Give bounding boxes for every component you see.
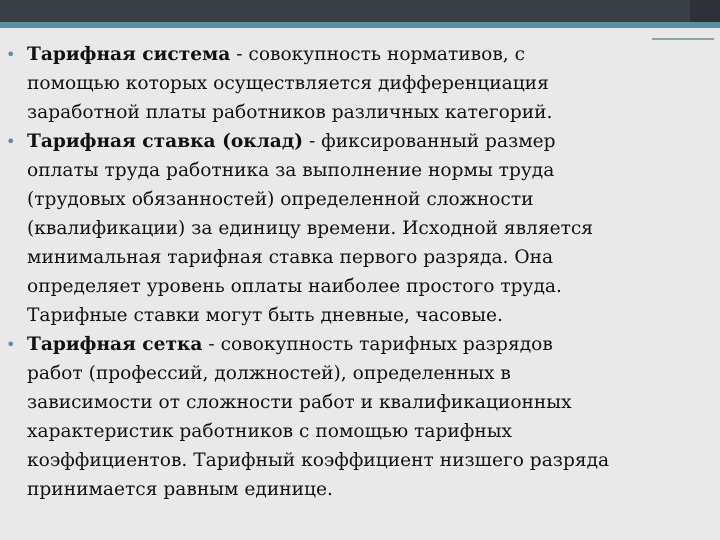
top-bar bbox=[0, 0, 720, 22]
item-line: помощью которых осуществляется дифференциация bbox=[27, 73, 549, 94]
item-line: определяет уровень оплаты наиболее простого труда. bbox=[27, 276, 562, 297]
bullet-icon: • bbox=[6, 45, 16, 64]
list-item bbox=[0, 40, 712, 127]
item-line: работ (профессий, должностей), определенных в bbox=[27, 363, 511, 384]
item-line: характеристик работников с помощью тарифных bbox=[27, 421, 513, 442]
item-line: минимальная тарифная ставка первого разряда. Она bbox=[27, 247, 554, 268]
item-line: (трудовых обязанностей) определенной сложности bbox=[27, 189, 534, 210]
item-line: коэффициентов. Тарифный коэффициент низшего разряда bbox=[27, 450, 610, 471]
item-term: Тарифная система bbox=[27, 44, 231, 65]
item-line: (квалификации) за единицу времени. Исходной является bbox=[27, 218, 594, 239]
item-text: - совокупность тарифных разрядов bbox=[202, 334, 553, 355]
slide-content bbox=[0, 40, 712, 504]
item-line bbox=[27, 40, 712, 69]
item-line: оплаты труда работника за выполнение нормы труда bbox=[27, 160, 555, 181]
item-line: принимается равным единице. bbox=[27, 479, 333, 500]
item-text: - фиксированный размер bbox=[303, 131, 556, 152]
accent-line bbox=[0, 22, 720, 28]
item-line bbox=[27, 127, 712, 156]
list-item bbox=[0, 330, 712, 504]
top-bar-corner bbox=[690, 0, 720, 22]
item-line: зависимости от сложности работ и квалификационных bbox=[27, 392, 572, 413]
item-term: Тарифная ставка (оклад) bbox=[27, 131, 304, 152]
item-line: Тарифные ставки могут быть дневные, часовые. bbox=[27, 305, 503, 326]
item-text: - совокупность нормативов, с bbox=[230, 44, 526, 65]
item-line: заработной платы работников различных категорий. bbox=[27, 102, 553, 123]
list-item bbox=[0, 127, 712, 330]
item-term: Тарифная сетка bbox=[27, 334, 203, 355]
bullet-icon: • bbox=[6, 132, 16, 151]
bullet-icon: • bbox=[6, 335, 16, 354]
item-line bbox=[27, 330, 712, 359]
